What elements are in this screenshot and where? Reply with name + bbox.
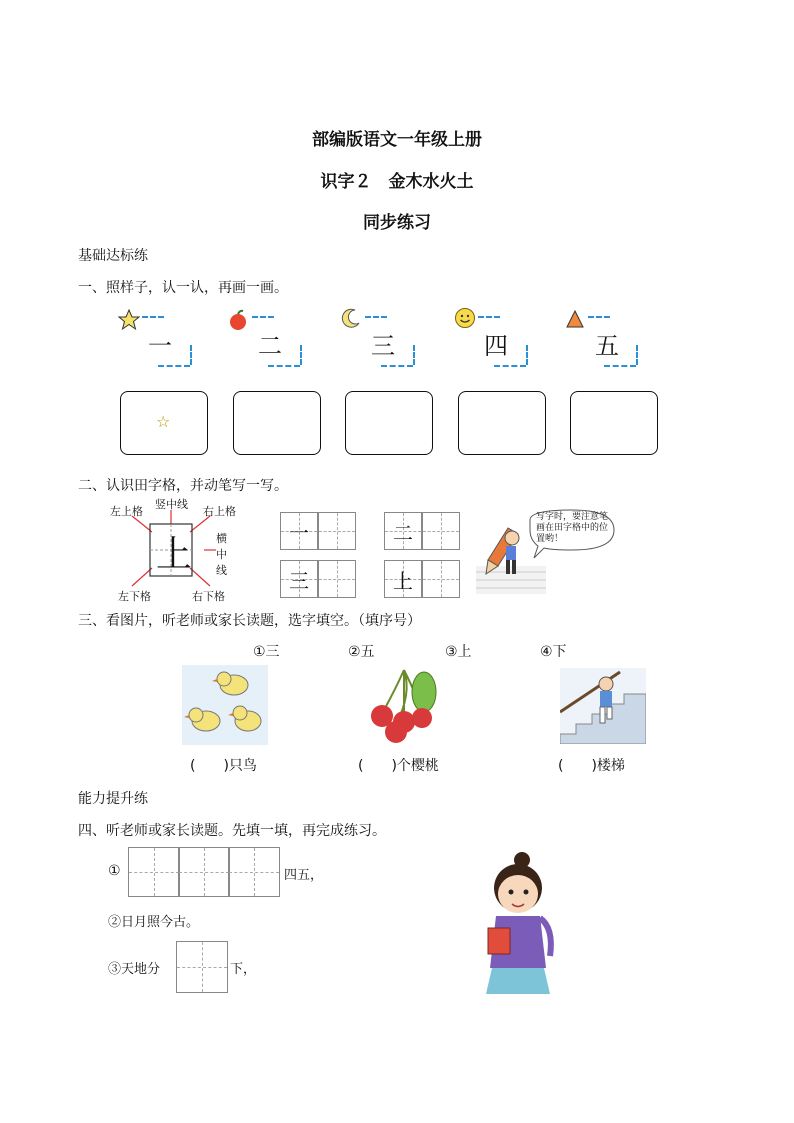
moon-icon bbox=[340, 307, 362, 329]
answer-grid[interactable] bbox=[228, 847, 280, 897]
doc-subtitle: 同步练习 bbox=[363, 213, 431, 233]
demo-char: 上 bbox=[156, 534, 193, 575]
grid-cell: 上 bbox=[384, 560, 422, 598]
q2-prompt: 二、认识田字格，并动笔写一写。 bbox=[78, 478, 288, 494]
triangle-icon bbox=[565, 309, 585, 329]
draw-box-1[interactable] bbox=[120, 391, 208, 455]
option-1: ①三 bbox=[253, 644, 280, 660]
answer-grid[interactable] bbox=[176, 941, 228, 993]
q4-line3-head: ③天地分 bbox=[108, 962, 161, 977]
apple-icon bbox=[228, 309, 248, 331]
q1-char-1: 一 bbox=[148, 332, 172, 360]
section-basic: 基础达标练 bbox=[78, 248, 148, 264]
q4-line3-tail: 下， bbox=[230, 962, 257, 977]
q1-char-5: 五 bbox=[595, 332, 619, 360]
lesson-title: 识字２ 金木水火土 bbox=[320, 172, 474, 192]
label-horizontal-3: 线 bbox=[216, 564, 227, 577]
draw-box-4[interactable] bbox=[458, 391, 546, 455]
grid-cell: 一 bbox=[280, 512, 318, 550]
q1-char-4: 四 bbox=[484, 332, 508, 360]
sample-star-icon: ☆ bbox=[156, 412, 171, 431]
star-icon bbox=[118, 309, 140, 331]
option-4: ④下 bbox=[540, 644, 567, 660]
label-bottom-right: 右下格 bbox=[192, 590, 225, 603]
grid-cell[interactable] bbox=[318, 560, 356, 598]
speech-bubble-text: 写字时，要注意笔画在田字格中的位置哟！ bbox=[536, 512, 609, 544]
q1-prompt: 一、照样子，认一认，再画一画。 bbox=[78, 280, 288, 296]
q1-char-3: 三 bbox=[371, 332, 395, 360]
q4-line1-tail: 四五， bbox=[284, 868, 324, 883]
smiley-icon bbox=[454, 307, 476, 329]
answer-grid[interactable] bbox=[128, 847, 180, 897]
draw-box-2[interactable] bbox=[233, 391, 321, 455]
three-birds-illustration bbox=[182, 665, 268, 745]
label-top-left: 左上格 bbox=[110, 505, 143, 518]
label-horizontal-1: 横 bbox=[216, 532, 227, 545]
grid-cell: 三 bbox=[280, 560, 318, 598]
grid-cell[interactable] bbox=[422, 560, 460, 598]
label-vertical: 竖中线 bbox=[155, 498, 188, 511]
grid-cell: 二 bbox=[384, 512, 422, 550]
blank-cherries[interactable]: ( )个樱桃 bbox=[358, 758, 439, 774]
label-horizontal-2: 中 bbox=[216, 548, 227, 561]
doc-title: 部编版语文一年级上册 bbox=[312, 130, 482, 150]
blank-stairs[interactable]: ( )楼梯 bbox=[558, 758, 625, 774]
reading-child-illustration bbox=[476, 848, 562, 1000]
section-advanced: 能力提升练 bbox=[78, 791, 148, 807]
label-bottom-left: 左下格 bbox=[118, 590, 151, 603]
answer-grid[interactable] bbox=[178, 847, 230, 897]
grid-cell[interactable] bbox=[422, 512, 460, 550]
q1-char-2: 二 bbox=[258, 332, 282, 360]
label-top-right: 右上格 bbox=[203, 505, 236, 518]
blank-birds[interactable]: ( )只鸟 bbox=[190, 758, 257, 774]
cherries-illustration bbox=[366, 664, 440, 746]
option-3: ③上 bbox=[445, 644, 472, 660]
q4-line2: ②日月照今古。 bbox=[108, 915, 200, 930]
q4-prompt: 四、听老师或家长读题。先填一填，再完成练习。 bbox=[78, 823, 386, 839]
stairs-illustration bbox=[560, 668, 646, 744]
grid-cell[interactable] bbox=[318, 512, 356, 550]
q4-line1-num: ① bbox=[108, 863, 121, 879]
draw-box-5[interactable] bbox=[570, 391, 658, 455]
option-2: ②五 bbox=[348, 644, 375, 660]
q3-prompt: 三、看图片，听老师或家长读题，选字填空。（填序号） bbox=[78, 613, 421, 629]
draw-box-3[interactable] bbox=[345, 391, 433, 455]
